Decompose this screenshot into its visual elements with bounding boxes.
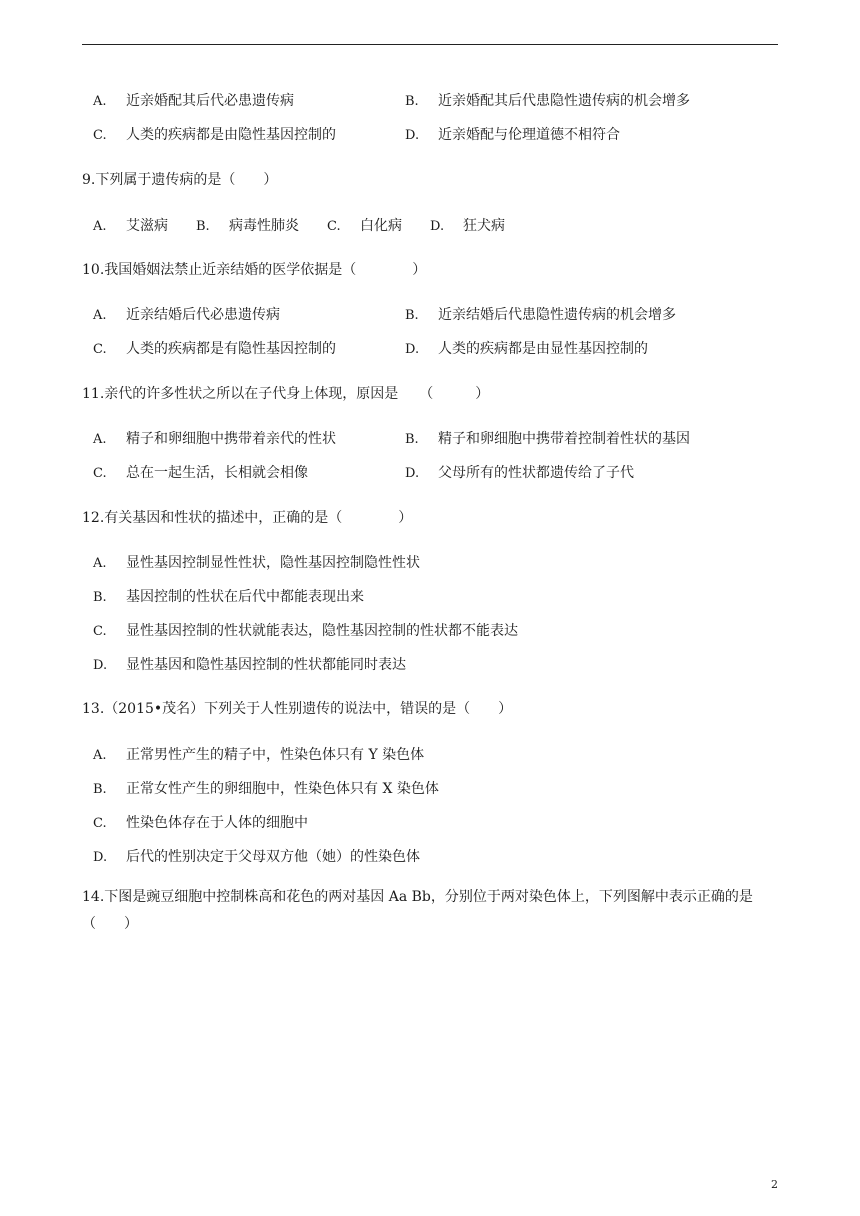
q11-option-c[interactable] bbox=[93, 462, 308, 482]
q11-option-a[interactable] bbox=[93, 428, 336, 448]
option-letter: D. bbox=[430, 219, 445, 234]
option-letter: B. bbox=[93, 782, 107, 797]
option-text: 人类的疾病都是由显性基因控制的 bbox=[438, 341, 648, 357]
option-text: 白化病 bbox=[360, 218, 402, 234]
option-letter: B. bbox=[405, 94, 419, 109]
option-letter: D. bbox=[405, 342, 420, 357]
option-text: 近亲婚配其后代患隐性遗传病的机会增多 bbox=[438, 93, 690, 109]
q13-stem: 13.（2015•茂名）下列关于人性别遗传的说法中，错误的是（ ） bbox=[82, 701, 513, 717]
q13-option-a[interactable] bbox=[93, 744, 424, 764]
q8-option-c[interactable] bbox=[93, 124, 336, 144]
header-rule bbox=[82, 44, 778, 45]
option-text: 近亲结婚后代必患遗传病 bbox=[126, 307, 280, 323]
option-text: 近亲婚配与伦理道德不相符合 bbox=[438, 127, 620, 143]
option-text: 艾滋病 bbox=[126, 218, 168, 234]
q12-option-c[interactable] bbox=[93, 620, 518, 640]
q9-stem: 9.下列属于遗传病的是（ ） bbox=[82, 172, 278, 188]
option-letter: A. bbox=[93, 219, 107, 234]
option-text: 狂犬病 bbox=[463, 218, 505, 234]
option-letter: A. bbox=[93, 748, 107, 763]
q13-option-b[interactable] bbox=[93, 778, 439, 798]
option-letter: B. bbox=[405, 308, 419, 323]
option-text: 显性基因控制显性性状，隐性基因控制隐性性状 bbox=[126, 555, 420, 571]
option-letter: B. bbox=[405, 432, 419, 447]
option-letter: C. bbox=[93, 466, 107, 481]
option-letter: C. bbox=[327, 219, 341, 234]
option-letter: D. bbox=[405, 128, 420, 143]
option-text: 性染色体存在于人体的细胞中 bbox=[126, 815, 308, 831]
q8-option-a[interactable] bbox=[93, 90, 294, 110]
option-letter: D. bbox=[93, 658, 108, 673]
q9-options-row bbox=[93, 215, 505, 235]
option-letter: A. bbox=[93, 308, 107, 323]
option-letter: A. bbox=[93, 94, 107, 109]
q12-option-d[interactable] bbox=[93, 654, 406, 674]
option-text: 后代的性别决定于父母双方他（她）的性染色体 bbox=[126, 849, 420, 865]
option-text: 父母所有的性状都遗传给了子代 bbox=[438, 465, 634, 481]
option-text: 近亲结婚后代患隐性遗传病的机会增多 bbox=[438, 307, 676, 323]
option-letter: D. bbox=[93, 850, 108, 865]
option-text: 人类的疾病都是有隐性基因控制的 bbox=[126, 341, 336, 357]
q11-option-d[interactable] bbox=[405, 462, 634, 482]
option-text: 精子和卵细胞中携带着控制着性状的基因 bbox=[438, 431, 690, 447]
q10-stem: 10.我国婚姻法禁止近亲结婚的医学依据是（ ） bbox=[82, 262, 427, 278]
option-letter: A. bbox=[93, 432, 107, 447]
q11-stem: 11.亲代的许多性状之所以在子代身上体现，原因是 （ ） bbox=[82, 386, 490, 402]
option-text: 精子和卵细胞中携带着亲代的性状 bbox=[126, 431, 336, 447]
option-text: 基因控制的性状在后代中都能表现出来 bbox=[126, 589, 364, 605]
option-letter: C. bbox=[93, 624, 107, 639]
q10-option-b[interactable] bbox=[405, 304, 676, 324]
q11-option-b[interactable] bbox=[405, 428, 690, 448]
q9-option-b[interactable] bbox=[196, 218, 299, 234]
q9-option-c[interactable] bbox=[327, 218, 402, 234]
q10-option-c[interactable] bbox=[93, 338, 336, 358]
page-number: 2 bbox=[771, 1178, 778, 1191]
option-letter: C. bbox=[93, 816, 107, 831]
option-text: 总在一起生活，长相就会相像 bbox=[126, 465, 308, 481]
option-letter: B. bbox=[196, 219, 210, 234]
q10-option-a[interactable] bbox=[93, 304, 280, 324]
option-text: 显性基因和隐性基因控制的性状都能同时表达 bbox=[126, 657, 406, 673]
q9-option-d[interactable] bbox=[430, 218, 505, 234]
q8-option-d[interactable] bbox=[405, 124, 620, 144]
q8-option-b[interactable] bbox=[405, 90, 690, 110]
q12-option-a[interactable] bbox=[93, 552, 420, 572]
q13-option-c[interactable] bbox=[93, 812, 308, 832]
option-text: 正常男性产生的精子中，性染色体只有 Y 染色体 bbox=[126, 747, 425, 763]
option-text: 正常女性产生的卵细胞中，性染色体只有 X 染色体 bbox=[126, 781, 439, 797]
option-letter: B. bbox=[93, 590, 107, 605]
option-letter: A. bbox=[93, 556, 107, 571]
q12-option-b[interactable] bbox=[93, 586, 364, 606]
q9-option-a[interactable] bbox=[93, 218, 168, 234]
option-text: 近亲婚配其后代必患遗传病 bbox=[126, 93, 294, 109]
option-text: 人类的疾病都是由隐性基因控制的 bbox=[126, 127, 336, 143]
q10-option-d[interactable] bbox=[405, 338, 648, 358]
option-letter: C. bbox=[93, 342, 107, 357]
option-letter: D. bbox=[405, 466, 420, 481]
option-letter: C. bbox=[93, 128, 107, 143]
q14-stem: 14.下图是豌豆细胞中控制株高和花色的两对基因 Aa Bb，分别位于两对染色体上，下列图解中表示正确的是（ ） bbox=[82, 889, 753, 932]
option-text: 病毒性肺炎 bbox=[229, 218, 299, 234]
q13-option-d[interactable] bbox=[93, 846, 420, 866]
option-text: 显性基因控制的性状就能表达，隐性基因控制的性状都不能表达 bbox=[126, 623, 518, 639]
q12-stem: 12.有关基因和性状的描述中，正确的是（ ） bbox=[82, 510, 413, 526]
